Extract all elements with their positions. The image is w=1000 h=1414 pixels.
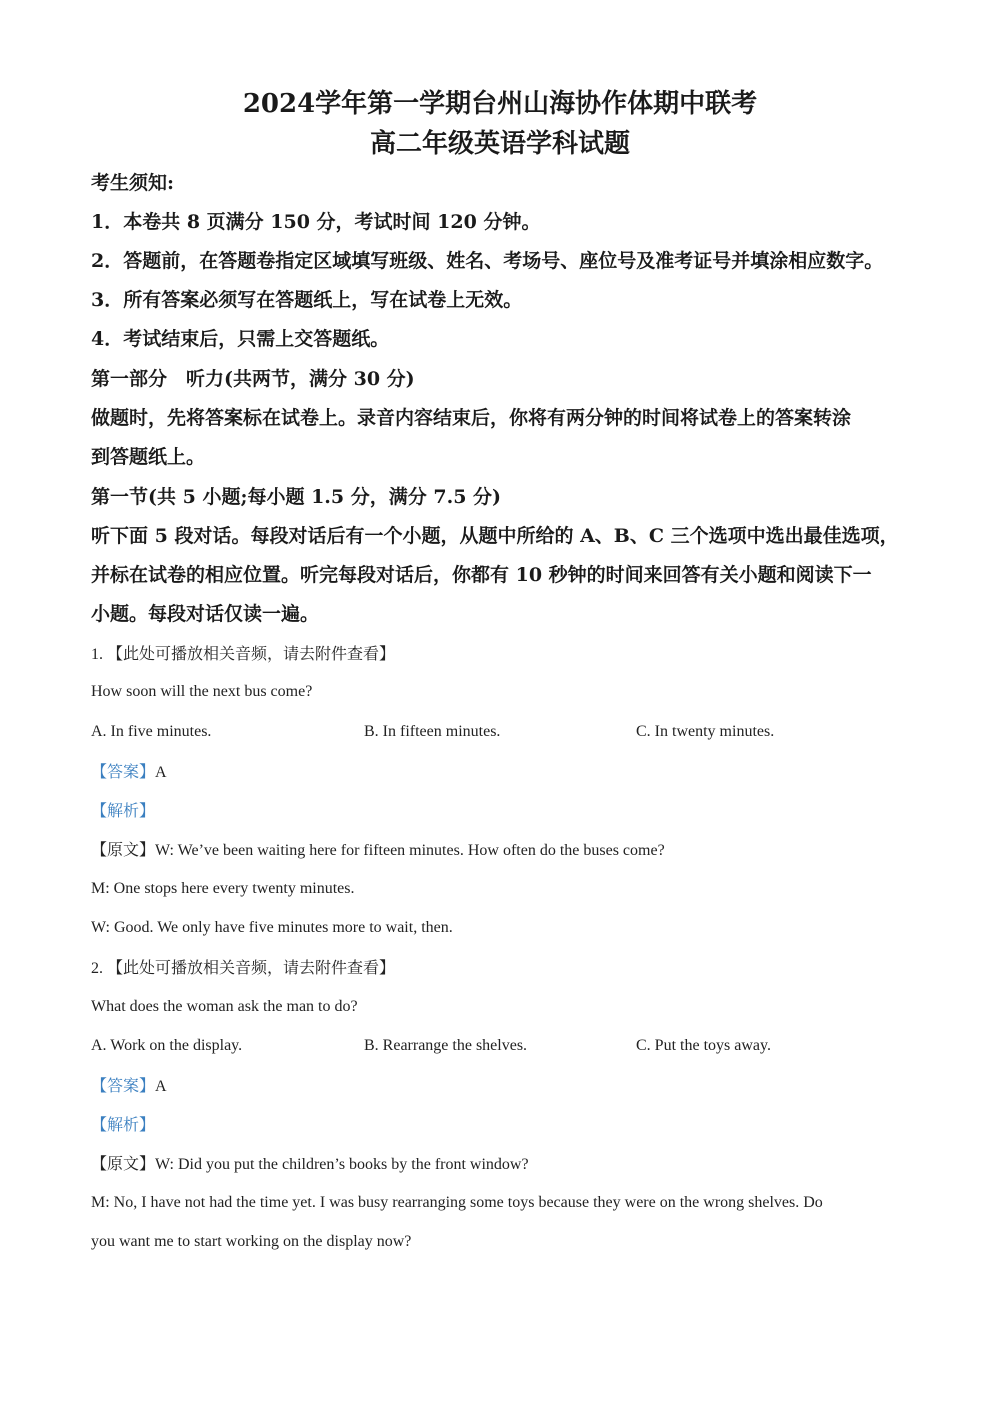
- question-2-option-a: A. Work on the display.: [91, 1037, 243, 1054]
- question-2-number: 2.: [91, 960, 103, 977]
- transcript-text: W: We’ve been waiting here for fifteen minutes. How often do the buses come?: [155, 842, 665, 859]
- answer-label: 【答案】: [91, 1076, 156, 1095]
- question-1-number: 1.: [91, 646, 103, 663]
- question-2-audio-note: 【此处可播放相关音频，请去附件查看】: [107, 958, 396, 977]
- notice-item-4: 4．考试结束后，只需上交答题纸。: [91, 328, 390, 350]
- answer-label: 【答案】: [91, 762, 156, 781]
- question-2-answer: A: [155, 1078, 167, 1095]
- notice-item-3: 3．所有答案必须写在答题纸上，写在试卷上无效。: [91, 289, 523, 311]
- question-1-transcript-line1: [91, 838, 665, 863]
- question-2-analysis-row: [91, 1113, 155, 1138]
- question-1-text: How soon will the next bus come?: [91, 683, 313, 700]
- question-1-answer: A: [155, 764, 167, 781]
- question-2-transcript-line3: you want me to start working on the display now?: [91, 1233, 412, 1250]
- section1-instruction-line2: 并标在试卷的相应位置。听完每段对话后，你都有 10 秒钟的时间来回答有关小题和阅读下一: [91, 564, 872, 586]
- notice-item-1: 1．本卷共 8 页满分 150 分，考试时间 120 分钟。: [91, 211, 541, 233]
- question-1-transcript-line2: M: One stops here every twenty minutes.: [91, 880, 355, 897]
- exam-title-line1: 2024学年第一学期台州山海协作体期中联考: [242, 89, 758, 119]
- original-label: 【原文】: [91, 840, 156, 859]
- question-1-option-b: B. In fifteen minutes.: [364, 723, 501, 740]
- notice-heading: 考生须知:: [91, 172, 175, 194]
- section1-heading: 第一节(共 5 小题;每小题 1.5 分，满分 7.5 分): [91, 486, 502, 508]
- question-2-option-c: C. Put the toys away.: [636, 1037, 771, 1054]
- question-1-analysis-row: [91, 799, 155, 824]
- question-2-option-b: B. Rearrange the shelves.: [364, 1037, 528, 1054]
- original-label: 【原文】: [91, 1154, 156, 1173]
- section1-instruction-line3: 小题。每段对话仅读一遍。: [91, 603, 320, 625]
- part1-instruction-line1: 做题时，先将答案标在试卷上。录音内容结束后，你将有两分钟的时间将试卷上的答案转涂: [91, 407, 852, 429]
- section1-instruction-line1: 听下面 5 段对话。每段对话后有一个小题，从题中所给的 A、B、C 三个选项中选出最佳选项，: [91, 525, 899, 547]
- question-1-header: [91, 642, 395, 667]
- part1-heading: 第一部分 听力(共两节，满分 30 分): [91, 368, 415, 390]
- question-2-text: What does the woman ask the man to do?: [91, 998, 358, 1015]
- part1-instruction-line2: 到答题纸上。: [91, 446, 206, 468]
- question-2-transcript-line1: [91, 1152, 529, 1177]
- analysis-label: 【解析】: [91, 1115, 156, 1134]
- question-1-option-a: A. In five minutes.: [91, 723, 212, 740]
- question-1-transcript-line3: W: Good. We only have five minutes more to wait, then.: [91, 919, 453, 936]
- question-2-transcript-line2: M: No, I have not had the time yet. I was busy rearranging some toys because they were on the wrong shelves. Do: [91, 1194, 823, 1211]
- question-1-answer-row: [91, 760, 167, 785]
- question-1-audio-note: 【此处可播放相关音频，请去附件查看】: [107, 644, 396, 663]
- question-2-answer-row: [91, 1074, 167, 1099]
- notice-item-2: 2．答题前，在答题卷指定区域填写班级、姓名、考场号、座位号及准考证号并填涂相应数字。: [91, 250, 884, 272]
- question-1-option-c: C. In twenty minutes.: [636, 723, 775, 740]
- transcript-text: W: Did you put the children’s books by the front window?: [155, 1156, 529, 1173]
- exam-title-line2: 高二年级英语学科试题: [369, 129, 630, 159]
- analysis-label: 【解析】: [91, 801, 156, 820]
- question-2-header: [91, 956, 395, 981]
